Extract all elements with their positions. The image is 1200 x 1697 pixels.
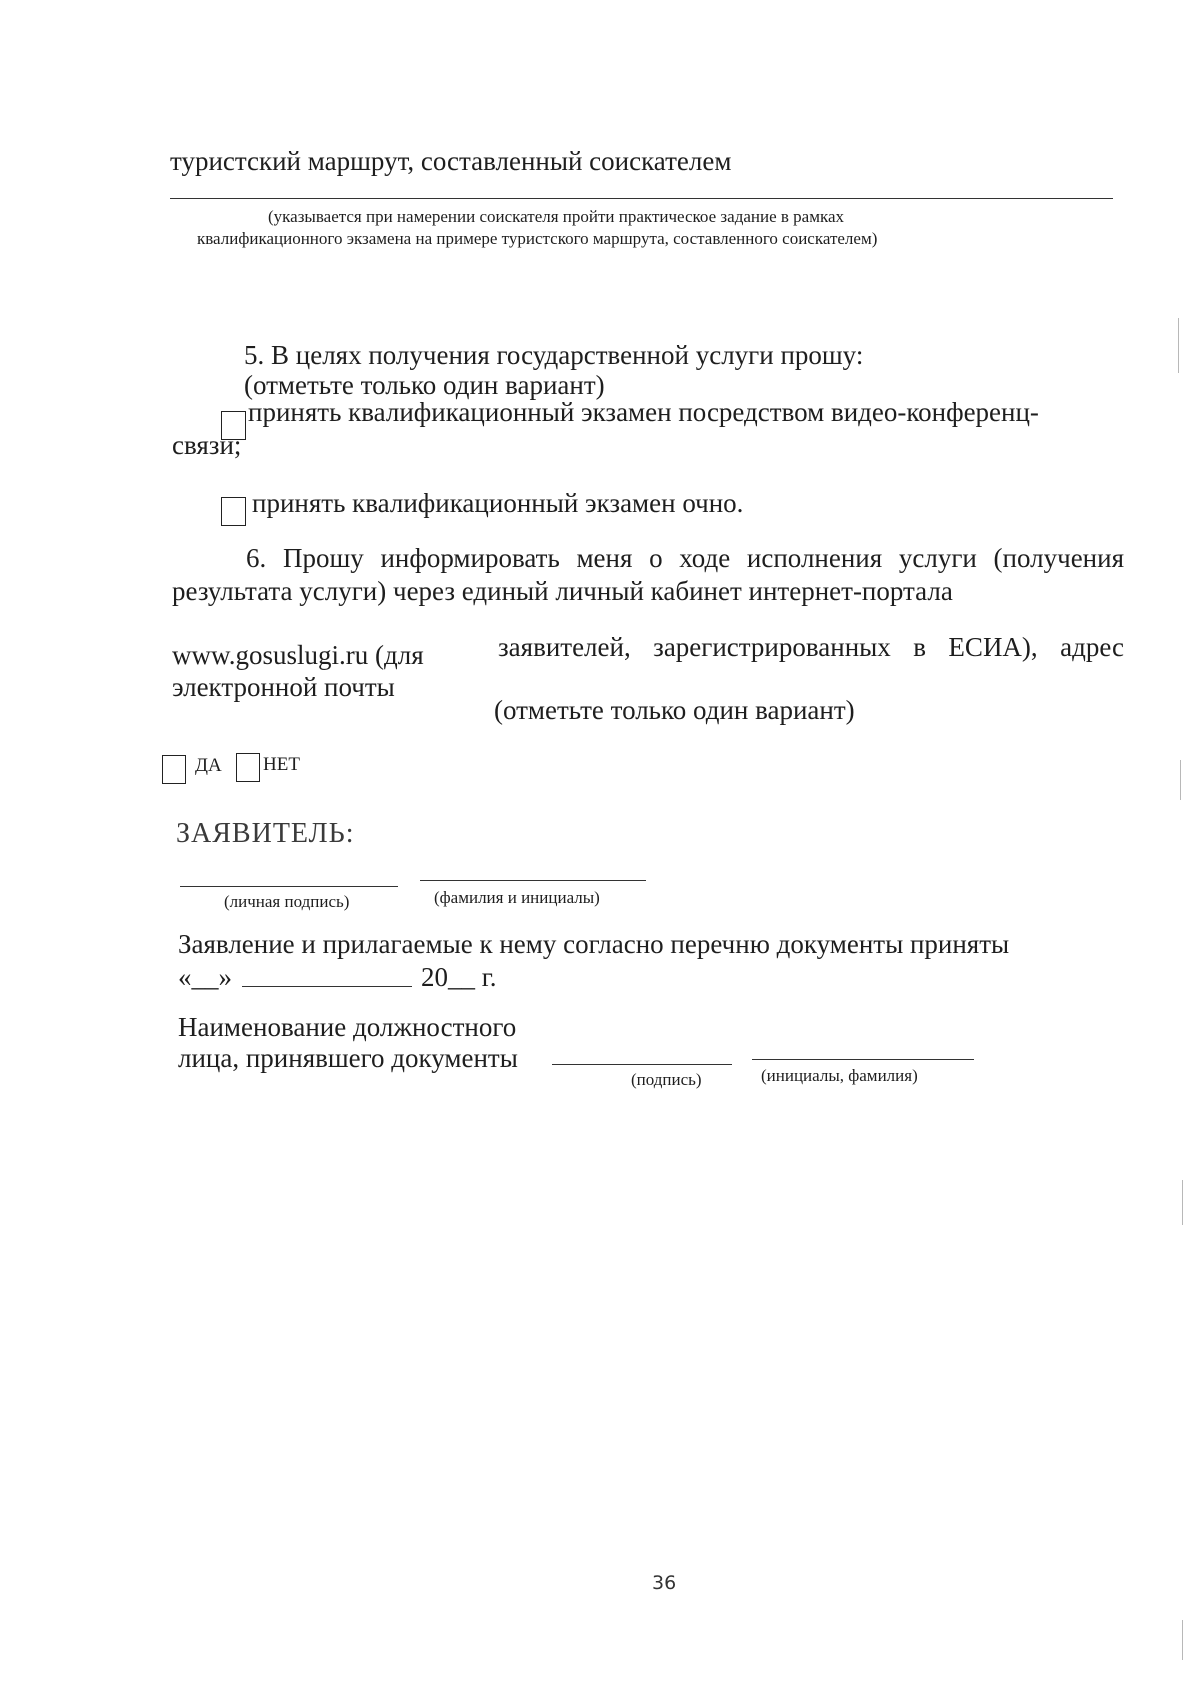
scan-artifact — [1182, 1620, 1183, 1660]
official-name-line — [752, 1059, 974, 1060]
section6-left-1: www.gosuslugi.ru (для — [172, 640, 424, 670]
applicant-heading: ЗАЯВИТЕЛЬ: — [176, 818, 355, 849]
route-underline — [170, 198, 1113, 199]
section6-note: (отметьте только один вариант) — [494, 695, 855, 725]
acceptance-date-year: 20__ г. — [421, 962, 497, 992]
option-inperson-checkbox[interactable] — [221, 497, 246, 526]
option-video-label-1: принять квалификационный экзамен посредством видео-конференц- — [248, 397, 1039, 427]
official-signature-caption: (подпись) — [631, 1070, 702, 1089]
section6-right-1: заявителей, зарегистрированных в ЕСИА), адрес — [498, 632, 1124, 662]
yes-checkbox[interactable] — [162, 755, 186, 784]
scan-artifact — [1180, 760, 1181, 800]
section6-left-2: электронной почты — [172, 672, 395, 702]
applicant-name-caption: (фамилия и инициалы) — [434, 888, 600, 907]
applicant-signature-line — [180, 886, 398, 887]
route-value: туристский маршрут, составленный соискателем — [170, 146, 732, 176]
option-video-label-2: связи; — [172, 430, 242, 460]
official-line-1: Наименование должностного — [178, 1012, 517, 1042]
scan-artifact — [1178, 318, 1179, 373]
scan-artifact — [1182, 1180, 1183, 1225]
acceptance-month-line — [242, 986, 412, 987]
no-checkbox[interactable] — [236, 753, 260, 782]
acceptance-line-1: Заявление и прилагаемые к нему согласно перечню документы приняты — [178, 929, 1010, 959]
section5-note: (отметьте только один вариант) — [244, 370, 605, 400]
section6-line-1: 6. Прошу информировать меня о ходе исполнения услуги (получения — [246, 543, 1124, 573]
route-hint-line-2: квалификационного экзамена на примере туристского маршрута, составленного соискателем) — [197, 229, 878, 248]
yes-label: ДА — [195, 755, 222, 776]
official-name-caption: (инициалы, фамилия) — [761, 1066, 918, 1085]
option-inperson-label: принять квалификационный экзамен очно. — [252, 488, 744, 518]
section6-line-2: результата услуги) через единый личный кабинет интернет-портала — [172, 576, 953, 606]
official-signature-line — [552, 1064, 732, 1065]
applicant-name-line — [420, 880, 646, 881]
no-label: НЕТ — [263, 754, 300, 775]
acceptance-date-day: «__» — [178, 962, 232, 992]
applicant-signature-caption: (личная подпись) — [224, 892, 350, 911]
route-hint-line-1: (указывается при намерении соискателя пройти практическое задание в рамках — [268, 207, 845, 226]
section5-title: 5. В целях получения государственной услуги прошу: — [244, 340, 864, 370]
page-number: 36 — [652, 1572, 677, 1594]
official-line-2: лица, принявшего документы — [178, 1043, 518, 1073]
